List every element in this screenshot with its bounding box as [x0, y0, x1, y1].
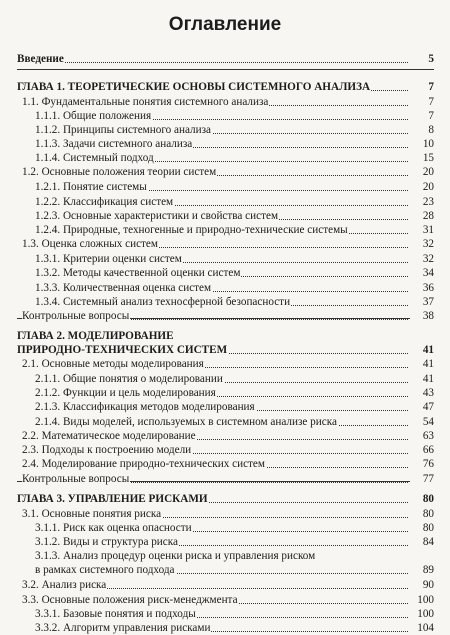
toc-page-number: 23 [410, 195, 434, 209]
toc-entry-title: Контрольные вопросы [22, 310, 130, 322]
toc-page-number: 5 [410, 52, 434, 66]
toc-entry[interactable] [0, 521, 450, 535]
toc-entry-title: 1.2. Основные положения теории систем [22, 166, 217, 178]
toc-page-number: 15 [410, 151, 434, 165]
toc-entry-title: Введение [17, 53, 64, 65]
toc-page-number: 31 [410, 223, 434, 237]
toc-page-number: 54 [410, 415, 434, 429]
toc-entry-title: 3.3. Основные положения риск-менеджмента [22, 594, 238, 606]
toc-page-number: 100 [410, 607, 434, 621]
toc-page-number: 28 [410, 209, 434, 223]
toc-entry-title: 2.1.1. Общие понятия о моделировании [35, 373, 223, 385]
toc-entry[interactable] [0, 329, 450, 343]
toc-entry-title: 2.1. Основные методы моделирования [22, 358, 204, 370]
toc-page-number: 37 [410, 295, 434, 309]
toc-entry[interactable] [0, 578, 450, 592]
toc-entry[interactable] [0, 165, 450, 179]
toc-page-number: 80 [410, 492, 434, 506]
toc-page-number: 38 [410, 309, 434, 323]
toc-entry-title: 3.3.1. Базовые понятия и подходы [35, 608, 196, 620]
toc-page-number: 10 [410, 137, 434, 151]
toc-entry[interactable] [0, 237, 450, 251]
toc-entry-title: 2.1.2. Функции и цель моделирования [35, 387, 216, 399]
toc-entry[interactable] [0, 357, 450, 371]
toc-entry-title: 3.1.2. Виды и структура риска [35, 536, 178, 548]
toc-page-number: 80 [410, 521, 434, 535]
toc-entry[interactable] [0, 281, 450, 295]
toc-entry-title: ГЛАВА 3. УПРАВЛЕНИЕ РИСКАМИ [17, 493, 208, 505]
toc-page-number: 32 [410, 237, 434, 251]
toc-entry-title: 1.1.1. Общие положения [35, 110, 152, 122]
toc-page-number: 43 [410, 386, 434, 400]
toc-entry-title: 2.2. Математическое моделирование [22, 430, 196, 442]
toc-entry-title: 1.2.2. Классификация систем [35, 196, 174, 208]
toc-entry-title: 1.2.3. Основные характеристики и свойства систем [35, 210, 279, 222]
toc-entry[interactable] [0, 266, 450, 280]
toc-entry[interactable] [0, 563, 450, 577]
toc-entry-title: 1.1. Фундаментальные понятия системного анализа [22, 96, 269, 108]
toc-page-number: 77 [410, 472, 434, 486]
toc-entry[interactable] [0, 457, 450, 471]
toc-page-number: 8 [410, 123, 434, 137]
toc-page-number: 7 [410, 80, 434, 94]
toc-entry-title: 3.1. Основные понятия риска [22, 508, 162, 520]
toc-entry-title: 3.3.2. Алгоритм управления рисками [35, 622, 211, 634]
section-rule [17, 69, 434, 70]
toc-entry[interactable] [0, 309, 450, 323]
toc-entry-title: 1.3.2. Методы качественной оценки систем [35, 267, 241, 279]
toc-page-number: 7 [410, 109, 434, 123]
toc-entry-title: 1.2.1. Понятие системы [35, 181, 147, 193]
toc-entry[interactable] [0, 429, 450, 443]
toc-page-number: 20 [410, 180, 434, 194]
toc-entry-title: ГЛАВА 1. ТЕОРЕТИЧЕСКИЕ ОСНОВЫ СИСТЕМНОГО АНАЛИЗА [17, 81, 371, 93]
toc-entry-title: 3.1.1. Риск как оценка опасности [35, 522, 192, 534]
toc-page-number: 80 [410, 507, 434, 521]
toc-entry-title: 2.1.4. Виды моделей, используемых в системном анализе риска [35, 416, 337, 428]
toc-page-number: 100 [410, 593, 434, 607]
toc-page-number: 104 [410, 621, 434, 635]
toc-entry[interactable] [0, 593, 450, 607]
toc-page-number: 34 [410, 266, 434, 280]
toc-entry[interactable] [0, 492, 450, 506]
toc-entry[interactable] [0, 472, 450, 486]
toc-entry[interactable] [0, 621, 450, 635]
toc-entry[interactable] [0, 52, 450, 66]
page-title: Оглавление [168, 14, 282, 35]
toc-entry-title: 1.3.3. Количественная оценка систем [35, 282, 212, 294]
toc-entry[interactable] [0, 252, 450, 266]
toc-entry[interactable] [0, 137, 450, 151]
toc-entry[interactable] [0, 123, 450, 137]
toc-entry[interactable] [0, 343, 450, 357]
toc-entry[interactable] [0, 223, 450, 237]
toc-page-number: 66 [410, 443, 434, 457]
toc-page-number: 32 [410, 252, 434, 266]
toc-entry[interactable] [0, 151, 450, 165]
toc-entry[interactable] [0, 386, 450, 400]
toc-entry-title: 1.1.2. Принципы системного анализа [35, 124, 211, 136]
toc-entry-title: 1.3.4. Системный анализ техносферной безопасности [35, 296, 291, 308]
toc-page-number: 36 [410, 281, 434, 295]
toc-page-number: 90 [410, 578, 434, 592]
toc-page-number: 20 [410, 165, 434, 179]
toc-entry[interactable] [0, 549, 450, 563]
toc-page-number: 47 [410, 400, 434, 414]
toc-page-number: 41 [410, 357, 434, 371]
toc-entry-title: Контрольные вопросы [22, 473, 130, 485]
toc-entry-title: 1.1.4. Системный подход [35, 152, 154, 164]
toc-entry-title: 2.4. Моделирование природно-технических систем [22, 458, 265, 470]
toc-entry-title: в рамках системного подхода [35, 564, 175, 576]
toc-entry[interactable] [0, 180, 450, 194]
toc-entry-title: 1.1.3. Задачи системного анализа [35, 138, 193, 150]
toc-page-number: 7 [410, 95, 434, 109]
toc-entry[interactable] [0, 400, 450, 414]
toc-entry[interactable] [0, 507, 450, 521]
toc-entry-title: 1.2.4. Природные, техногенные и природно-технические системы [35, 224, 348, 236]
toc-entry-title: ПРИРОДНО-ТЕХНИЧЕСКИХ СИСТЕМ [17, 344, 228, 356]
toc-page-number: 41 [410, 372, 434, 386]
toc-entry[interactable] [0, 95, 450, 109]
toc-page-number: 89 [410, 563, 434, 577]
toc-page-number: 84 [410, 535, 434, 549]
toc-entry-title: 3.2. Анализ риска [22, 579, 107, 591]
toc-entry[interactable] [0, 109, 450, 123]
dot-leader [17, 62, 408, 63]
toc-entry-title: ГЛАВА 2. МОДЕЛИРОВАНИЕ [17, 330, 174, 342]
toc-entry-title: 3.1.3. Анализ процедур оценки риска и управления риском [35, 550, 316, 562]
toc-entry[interactable] [0, 535, 450, 549]
toc-entry-title: 2.1.3. Классификация методов моделирования [35, 401, 255, 413]
toc-entry-title: 1.3. Оценка сложных систем [22, 238, 158, 250]
toc-page-number: 41 [410, 343, 434, 357]
toc-entry[interactable] [0, 372, 450, 386]
toc-entry[interactable] [0, 443, 450, 457]
toc-entry-title: 1.3.1. Критерии оценки систем [35, 253, 182, 265]
toc-entry[interactable] [0, 209, 450, 223]
toc-entry[interactable] [0, 415, 450, 429]
toc-page-number: 76 [410, 457, 434, 471]
toc-entry[interactable] [0, 80, 450, 94]
toc-entry[interactable] [0, 195, 450, 209]
toc-entry[interactable] [0, 607, 450, 621]
toc-page-number: 63 [410, 429, 434, 443]
toc-entry-title: 2.3. Подходы к построению модели [22, 444, 192, 456]
toc-entry[interactable] [0, 295, 450, 309]
